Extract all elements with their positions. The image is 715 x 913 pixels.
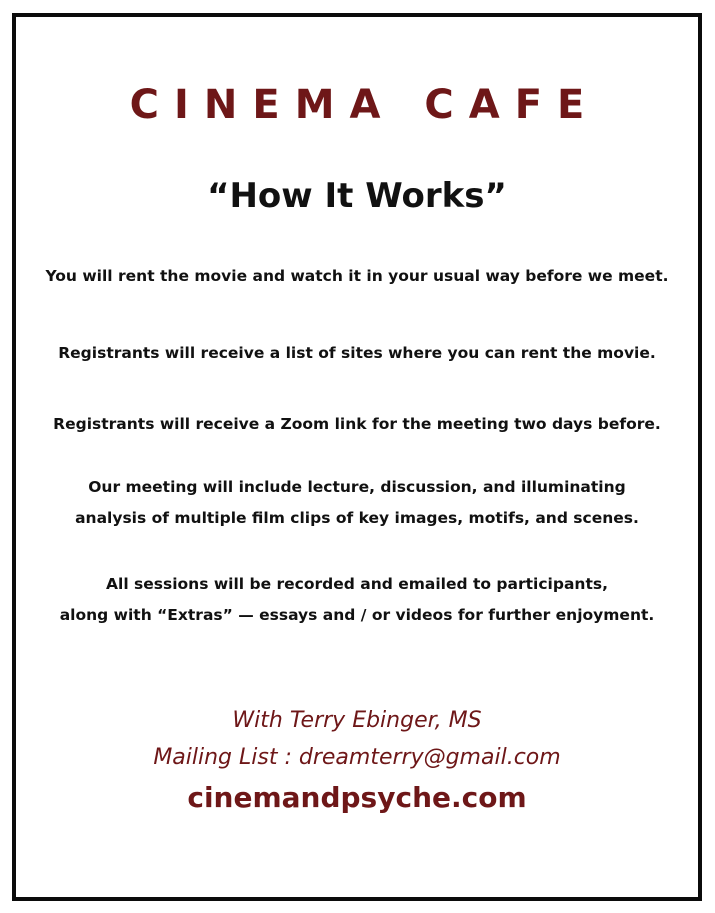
info-paragraph-rent	[16, 261, 698, 292]
mailing-list-contact: Mailing List : dreamterry@gmail.com	[153, 745, 561, 770]
paragraph-line: All sessions will be recorded and emailed to participants,	[106, 575, 608, 593]
info-paragraph-recordings	[16, 569, 698, 631]
flyer-subtitle: “How It Works”	[207, 176, 507, 216]
paragraph-line: Registrants will receive a list of sites where you can rent the movie.	[58, 344, 656, 362]
info-paragraph-zoom	[16, 409, 698, 440]
paragraph-line: Our meeting will include lecture, discussion, and illuminating	[88, 478, 626, 496]
paragraph-line: You will rent the movie and watch it in your usual way before we meet.	[45, 267, 669, 285]
paragraph-line: Registrants will receive a Zoom link for the meeting two days before.	[53, 415, 661, 433]
info-paragraph-meeting	[16, 472, 698, 534]
flyer-frame	[12, 13, 702, 901]
presenter-credit: With Terry Ebinger, MS	[232, 708, 482, 733]
website-link: cinemandpsyche.com	[187, 781, 527, 814]
paragraph-line: analysis of multiple film clips of key images, motifs, and scenes.	[75, 509, 639, 527]
info-paragraph-sites	[16, 338, 698, 369]
flyer-title: CINEMA CAFE	[129, 82, 600, 128]
paragraph-line: along with “Extras” — essays and / or videos for further enjoyment.	[59, 606, 655, 624]
